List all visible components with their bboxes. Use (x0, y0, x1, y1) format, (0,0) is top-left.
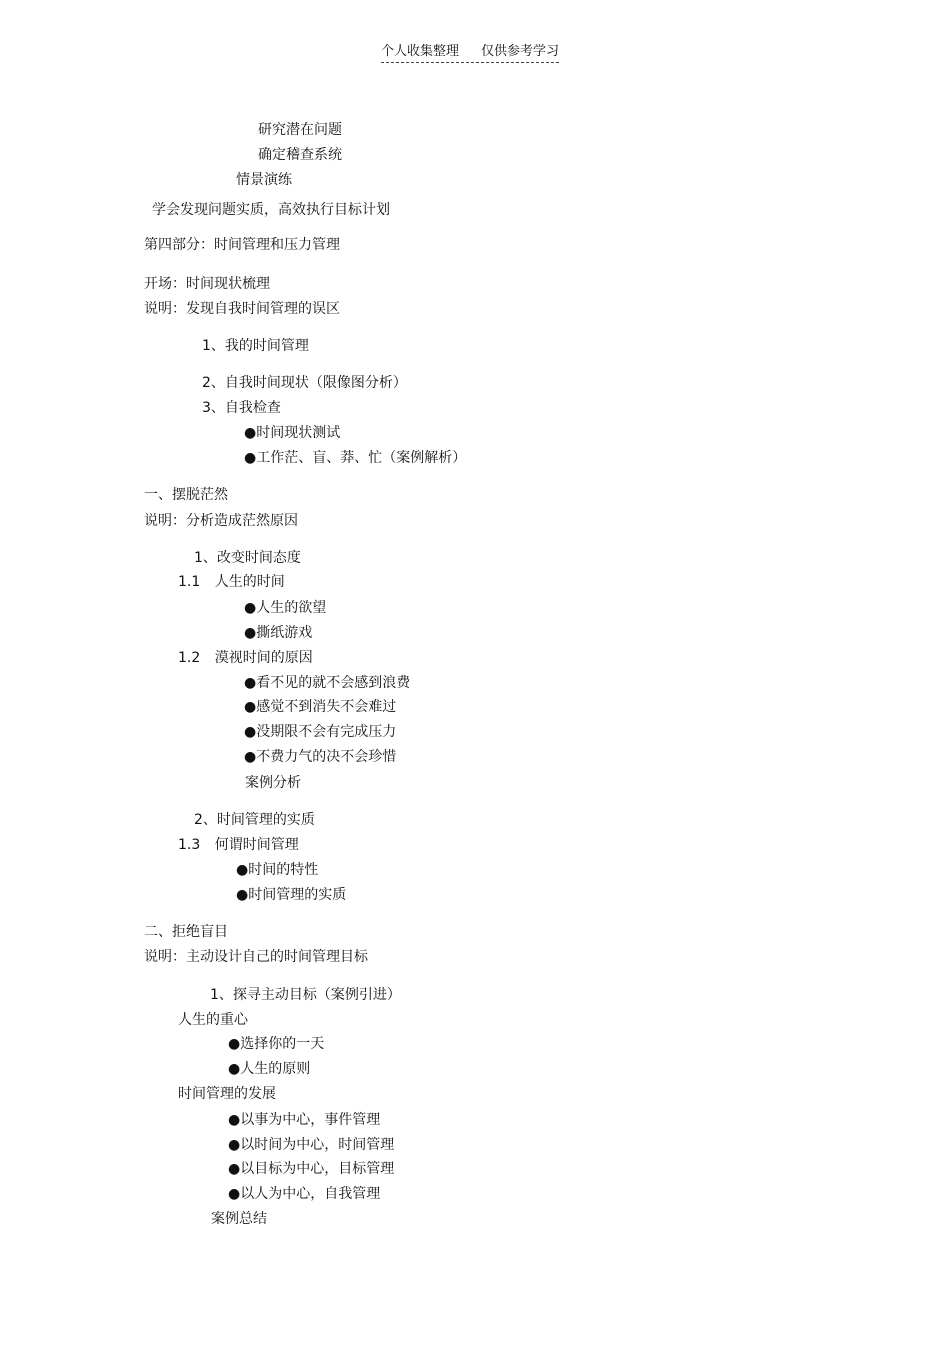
text-line: 说明：主动设计自己的时间管理目标 (144, 949, 368, 965)
text-line: 2、自我时间现状（限像图分析） (202, 375, 407, 391)
section-heading: 一、摆脱茫然 (144, 487, 228, 503)
bullet-item: ●时间现状测试 (244, 425, 341, 441)
bullet-item: ●以时间为中心，时间管理 (228, 1137, 395, 1153)
bullet-item: ●时间的特性 (236, 862, 319, 878)
bullet-item: ●不费力气的决不会珍惜 (244, 749, 397, 765)
text-line: 学会发现问题实质，高效执行目标计划 (152, 202, 390, 218)
section-heading: 第四部分：时间管理和压力管理 (144, 237, 340, 253)
text-line: 研究潜在问题 (258, 122, 342, 138)
section-heading: 二、拒绝盲目 (144, 924, 228, 940)
text-line: 情景演练 (236, 172, 292, 188)
bullet-item: ●撕纸游戏 (244, 625, 313, 641)
bullet-item: ●工作茫、盲、莽、忙（案例解析） (244, 450, 467, 466)
page-header (381, 40, 559, 63)
text-line: 说明：分析造成茫然原因 (144, 513, 298, 529)
bullet-item: ●人生的原则 (228, 1061, 311, 1077)
bullet-item: ●时间管理的实质 (236, 887, 347, 903)
text-line: 3、自我检查 (202, 400, 281, 416)
bullet-item: ●看不见的就不会感到浪费 (244, 675, 411, 691)
text-line: 1.2 漠视时间的原因 (178, 650, 313, 666)
text-line: 案例分析 (245, 775, 301, 791)
bullet-item: ●没期限不会有完成压力 (244, 724, 397, 740)
text-line: 人生的重心 (178, 1012, 248, 1028)
text-line: 时间管理的发展 (178, 1086, 276, 1102)
header-right-text: 仅供参考学习 (481, 44, 560, 59)
bullet-item: ●以目标为中心，目标管理 (228, 1161, 395, 1177)
bullet-item: ●人生的欲望 (244, 600, 327, 616)
text-line: 说明：发现自我时间管理的误区 (144, 301, 340, 317)
text-line: 1、改变时间态度 (194, 550, 301, 566)
bullet-item: ●以事为中心，事件管理 (228, 1112, 381, 1128)
text-line: 确定稽查系统 (258, 147, 342, 163)
text-line: 1、我的时间管理 (202, 338, 309, 354)
header-left-text: 个人收集整理 (381, 44, 460, 59)
text-line: 2、时间管理的实质 (194, 812, 315, 828)
text-line: 案例总结 (211, 1211, 267, 1227)
text-line: 开场：时间现状梳理 (144, 276, 270, 292)
text-line: 1、探寻主动目标（案例引进） (210, 987, 401, 1003)
text-line: 1.1 人生的时间 (178, 574, 285, 590)
bullet-item: ●以人为中心，自我管理 (228, 1186, 381, 1202)
bullet-item: ●选择你的一天 (228, 1036, 325, 1052)
text-line: 1.3 何谓时间管理 (178, 837, 299, 853)
bullet-item: ●感觉不到消失不会难过 (244, 699, 397, 715)
